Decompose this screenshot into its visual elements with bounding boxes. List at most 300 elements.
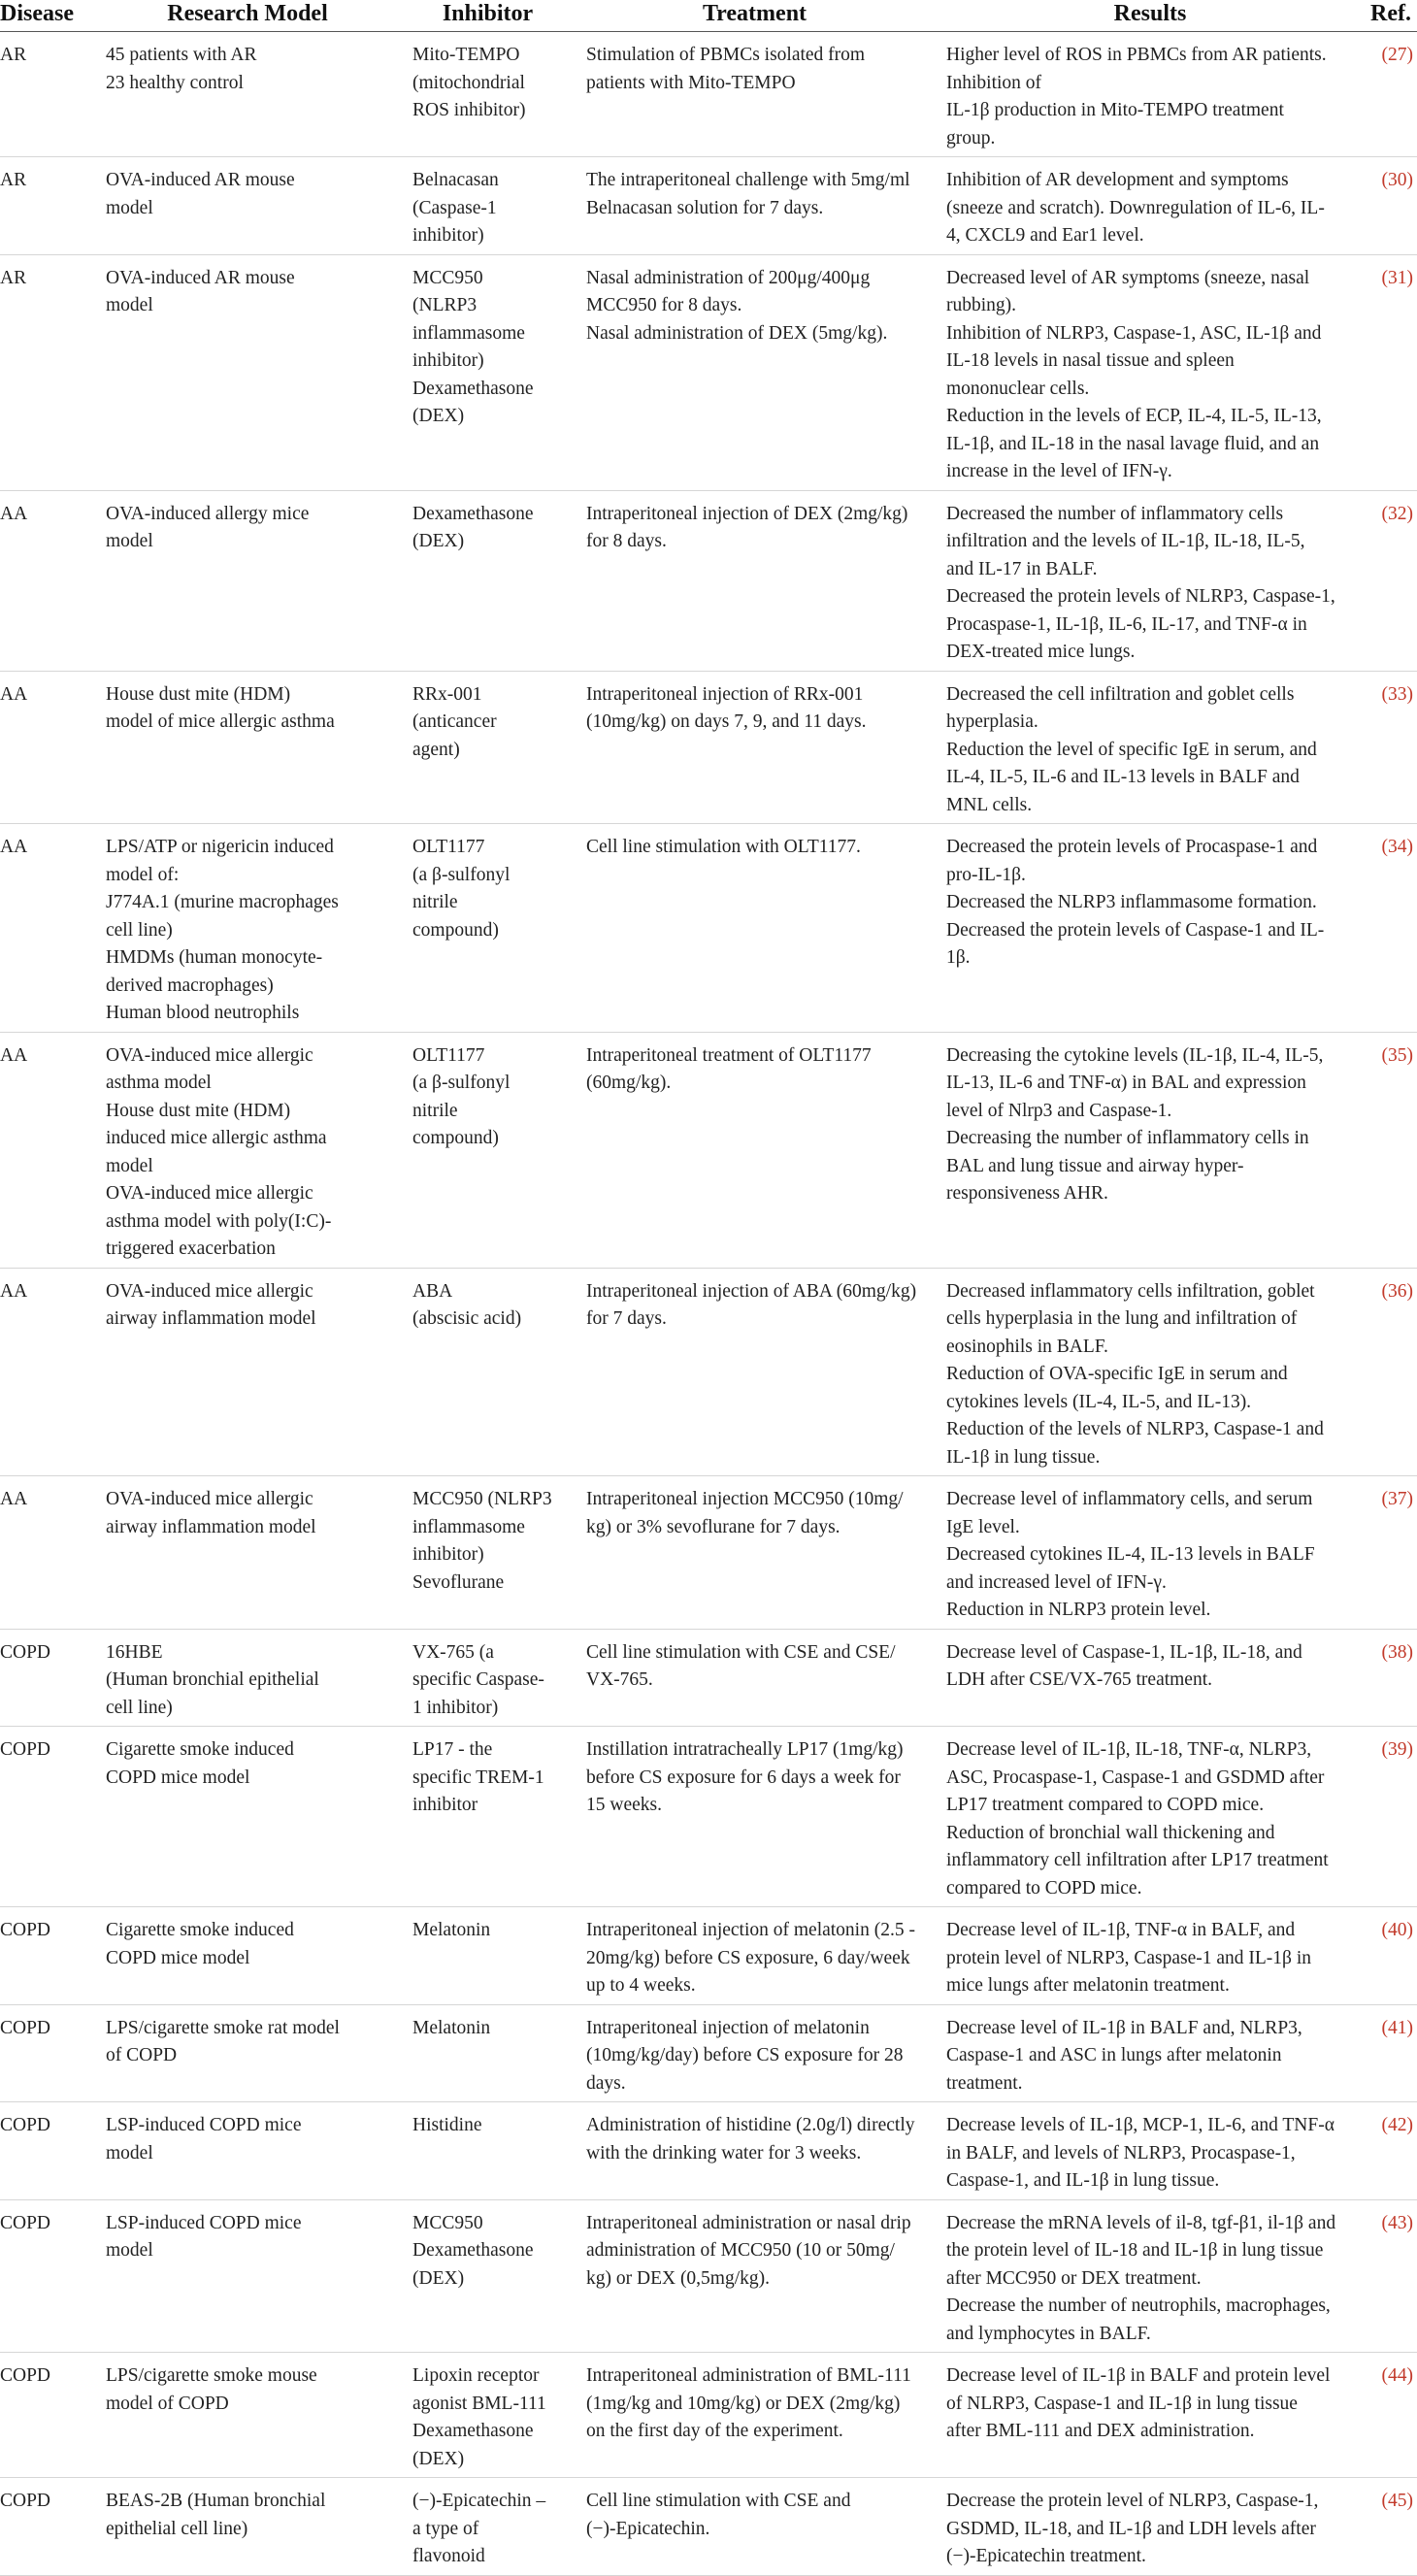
research-model-cell bbox=[94, 157, 401, 255]
treatment-line: before CS exposure for 6 days a week for bbox=[586, 1767, 901, 1788]
results-cell bbox=[935, 2199, 1366, 2353]
inhibitor-line: MCC950 bbox=[412, 2212, 483, 2233]
results-line: Caspase-1, and IL-1β in lung tissue. bbox=[946, 2170, 1220, 2191]
inhibitor-line: (Caspase-1 bbox=[412, 197, 497, 218]
reference-cell[interactable]: (44) bbox=[1366, 2353, 1417, 2478]
inhibitor-line: Belnacasan bbox=[412, 170, 499, 190]
results-cell bbox=[935, 32, 1366, 157]
inhibitor-line: compound) bbox=[412, 1128, 499, 1148]
research-model-line: model bbox=[106, 2142, 153, 2163]
treatment-line: Cell line stimulation with OLT1177. bbox=[586, 837, 861, 857]
research-model-line: House dust mite (HDM) bbox=[106, 683, 291, 705]
reference-cell[interactable]: (32) bbox=[1366, 490, 1417, 671]
treatment-cell bbox=[575, 2353, 935, 2478]
research-model-cell bbox=[94, 2199, 401, 2353]
results-line: GSDMD, IL-18, and IL-1β and LDH levels after bbox=[946, 2518, 1316, 2539]
results-line: IL-18 levels in nasal tissue and spleen bbox=[946, 350, 1235, 371]
results-cell bbox=[935, 490, 1366, 671]
results-cell bbox=[935, 2004, 1366, 2102]
inhibitor-line: (a β-sulfonyl bbox=[412, 1073, 511, 1093]
results-line: IL-1β in lung tissue. bbox=[946, 1446, 1101, 1468]
results-line: infiltration and the levels of IL-1β, IL-18, IL-5, bbox=[946, 531, 1305, 551]
research-model-line: Cigarette smoke induced bbox=[106, 1920, 294, 1940]
treatment-line: 15 weeks. bbox=[586, 1795, 662, 1815]
results-line: Higher level of ROS in PBMCs from AR patients. bbox=[946, 45, 1327, 65]
results-line: in BALF, and levels of NLRP3, Procaspase-1, bbox=[946, 2142, 1296, 2163]
results-line: protein level of NLRP3, Caspase-1 and IL-1β in bbox=[946, 1947, 1312, 1968]
research-model-cell bbox=[94, 2004, 401, 2102]
research-model-cell bbox=[94, 2353, 401, 2478]
table-row bbox=[0, 1476, 1417, 1630]
results-line: Decreased inflammatory cells infiltration, goblet bbox=[946, 1280, 1315, 1302]
inhibitor-line: Sevoflurane bbox=[412, 1571, 505, 1593]
treatment-cell bbox=[575, 32, 935, 157]
research-model-line: LPS/cigarette smoke mouse bbox=[106, 2365, 317, 2386]
treatment-line: for 8 days. bbox=[586, 531, 667, 551]
results-line: Inhibition of bbox=[946, 72, 1042, 93]
results-line: Decreasing the number of inflammatory cells in bbox=[946, 1128, 1309, 1148]
treatment-line: (60mg/kg). bbox=[586, 1073, 672, 1093]
table-row bbox=[0, 2004, 1417, 2102]
header-ref: Ref. bbox=[1366, 0, 1417, 32]
inhibitor-cell bbox=[401, 1268, 575, 1476]
inhibitor-cell bbox=[401, 2102, 575, 2200]
inhibitor-cell bbox=[401, 2199, 575, 2353]
research-model-line: HMDMs (human monocyte- bbox=[106, 947, 323, 968]
research-model-cell bbox=[94, 1629, 401, 1727]
results-line: LDH after CSE/VX-765 treatment. bbox=[946, 1669, 1213, 1690]
results-cell bbox=[935, 254, 1366, 490]
reference-cell[interactable]: (37) bbox=[1366, 1476, 1417, 1630]
treatment-cell bbox=[575, 1727, 935, 1907]
research-model-line: LSP-induced COPD mice bbox=[106, 2115, 302, 2135]
reference-cell[interactable]: (36) bbox=[1366, 1268, 1417, 1476]
treatment-line: (10mg/kg/day) before CS exposure for 28 days. bbox=[586, 2045, 904, 2094]
results-line: cells hyperplasia in the lung and infiltration of bbox=[946, 1308, 1298, 1329]
inhibitor-line: a type of bbox=[412, 2518, 479, 2539]
treatment-line: Cell line stimulation with CSE and bbox=[586, 2491, 851, 2511]
disease-cell: AA bbox=[0, 671, 94, 824]
treatment-line: Intraperitoneal administration or nasal drip bbox=[586, 2212, 911, 2233]
research-model-line: 16HBE bbox=[106, 1641, 163, 1663]
results-line: Decrease level of inflammatory cells, and serum bbox=[946, 1489, 1313, 1509]
reference-cell[interactable]: (41) bbox=[1366, 2004, 1417, 2102]
results-line: Reduction in NLRP3 protein level. bbox=[946, 1600, 1211, 1620]
inhibitor-cell bbox=[401, 254, 575, 490]
treatment-line: Intraperitoneal injection of RRx-001 bbox=[586, 683, 864, 705]
treatment-line: Intraperitoneal injection of melatonin (2.5 - bbox=[586, 1920, 915, 1940]
treatment-cell bbox=[575, 1268, 935, 1476]
research-model-line: model bbox=[106, 295, 153, 315]
header-inhibitor: Inhibitor bbox=[401, 0, 575, 32]
treatment-line: up to 4 weeks. bbox=[586, 1975, 696, 1996]
inhibitor-cell bbox=[401, 32, 575, 157]
disease-cell: COPD bbox=[0, 2353, 94, 2478]
treatment-cell bbox=[575, 2004, 935, 2102]
research-model-line: OVA-induced AR mouse bbox=[106, 170, 295, 190]
treatment-cell bbox=[575, 671, 935, 824]
results-line: (sneeze and scratch). Downregulation of IL-6, IL- bbox=[946, 197, 1325, 218]
treatment-line: The intraperitoneal challenge with 5mg/ml bbox=[586, 170, 910, 190]
treatment-cell bbox=[575, 1476, 935, 1630]
treatment-line: (1mg/kg and 10mg/kg) or DEX (2mg/kg) bbox=[586, 2393, 901, 2414]
reference-cell[interactable]: (30) bbox=[1366, 157, 1417, 255]
treatment-cell bbox=[575, 824, 935, 1033]
header-results: Results bbox=[935, 0, 1366, 32]
results-line: Reduction of bronchial wall thickening and bbox=[946, 1822, 1275, 1843]
reference-cell[interactable]: (39) bbox=[1366, 1727, 1417, 1907]
results-line: Decrease the number of neutrophils, macrophages, bbox=[946, 2295, 1331, 2316]
results-line: mononuclear cells. bbox=[946, 378, 1090, 399]
research-model-line: asthma model bbox=[106, 1073, 212, 1093]
results-line: and lymphocytes in BALF. bbox=[946, 2323, 1151, 2344]
inhibitor-line: nitrile bbox=[412, 892, 458, 912]
inhibitor-line: (DEX) bbox=[412, 531, 465, 551]
inhibitor-line: compound) bbox=[412, 919, 499, 941]
treatment-cell bbox=[575, 1032, 935, 1268]
inhibitor-line: VX-765 (a bbox=[412, 1641, 494, 1663]
reference-cell[interactable]: (27) bbox=[1366, 32, 1417, 157]
results-cell bbox=[935, 157, 1366, 255]
research-model-line: model bbox=[106, 2240, 153, 2261]
inhibitor-line: (anticancer bbox=[412, 711, 497, 732]
research-model-line: induced mice allergic asthma bbox=[106, 1128, 327, 1148]
disease-cell: COPD bbox=[0, 1727, 94, 1907]
research-model-line: Human blood neutrophils bbox=[106, 1003, 300, 1023]
inhibitor-line: Dexamethasone bbox=[412, 378, 534, 399]
research-model-line: OVA-induced allergy mice bbox=[106, 503, 310, 524]
results-cell bbox=[935, 1032, 1366, 1268]
inhibitor-line: RRx-001 bbox=[412, 683, 482, 705]
research-model-cell bbox=[94, 1268, 401, 1476]
reference-cell[interactable]: (45) bbox=[1366, 2478, 1417, 2576]
inhibitor-line: Histidine bbox=[412, 2115, 482, 2135]
results-line: Procaspase-1, IL-1β, IL-6, IL-17, and TNF-α in bbox=[946, 613, 1307, 635]
inhibitor-line: OLT1177 bbox=[412, 1044, 485, 1066]
research-model-line: Cigarette smoke induced bbox=[106, 1739, 294, 1760]
results-cell bbox=[935, 2353, 1366, 2478]
results-line: 1β. bbox=[946, 947, 971, 968]
results-line: mice lungs after melatonin treatment. bbox=[946, 1975, 1230, 1996]
disease-cell: COPD bbox=[0, 1907, 94, 2005]
inhibitor-line: (−)-Epicatechin – bbox=[412, 2491, 546, 2511]
treatment-line: Intraperitoneal administration of BML-111 bbox=[586, 2365, 911, 2386]
results-cell bbox=[935, 1268, 1366, 1476]
research-model-line: COPD mice model bbox=[106, 1767, 250, 1788]
header-treatment: Treatment bbox=[575, 0, 935, 32]
results-line: Decrease level of Caspase-1, IL-1β, IL-18, and bbox=[946, 1641, 1302, 1663]
treatment-line: (10mg/kg) on days 7, 9, and 11 days. bbox=[586, 711, 867, 732]
research-model-cell bbox=[94, 671, 401, 824]
treatment-line: Cell line stimulation with CSE and CSE/ bbox=[586, 1641, 896, 1663]
inhibitor-line: (a β-sulfonyl bbox=[412, 864, 511, 885]
results-line: Decrease level of IL-1β, IL-18, TNF-α, NLRP3, bbox=[946, 1739, 1312, 1760]
results-line: the protein level of IL-18 and IL-1β in lung tissue bbox=[946, 2240, 1324, 2261]
disease-cell: AR bbox=[0, 157, 94, 255]
inhibitor-cell bbox=[401, 1476, 575, 1630]
disease-cell: AR bbox=[0, 32, 94, 157]
treatment-line: for 7 days. bbox=[586, 1308, 667, 1329]
inhibitor-cell bbox=[401, 490, 575, 671]
research-model-cell bbox=[94, 2478, 401, 2576]
research-model-line: cell line) bbox=[106, 919, 173, 941]
research-model-cell bbox=[94, 32, 401, 157]
inhibitor-line: Melatonin bbox=[412, 2017, 491, 2038]
disease-cell: COPD bbox=[0, 1629, 94, 1727]
results-line: Inhibition of NLRP3, Caspase-1, ASC, IL-1β and bbox=[946, 322, 1322, 344]
treatment-cell bbox=[575, 2199, 935, 2353]
research-model-line: model of mice allergic asthma bbox=[106, 711, 335, 732]
research-model-line: OVA-induced mice allergic bbox=[106, 1183, 313, 1204]
research-model-line: of COPD bbox=[106, 2045, 178, 2065]
research-model-cell bbox=[94, 254, 401, 490]
results-line: IL-4, IL-5, IL-6 and IL-13 levels in BALF and bbox=[946, 767, 1300, 787]
research-model-line: LPS/cigarette smoke rat model bbox=[106, 2017, 340, 2038]
inhibitor-line: specific Caspase- bbox=[412, 1669, 544, 1690]
header-disease: Disease bbox=[0, 0, 94, 32]
results-cell bbox=[935, 1907, 1366, 2005]
results-line: and IL-17 in BALF. bbox=[946, 558, 1098, 579]
results-line: after BML-111 and DEX administration. bbox=[946, 2421, 1255, 2441]
inhibitor-line: inhibitor) bbox=[412, 350, 484, 371]
results-line: IL-1β production in Mito-TEMPO treatment bbox=[946, 100, 1284, 120]
inhibitor-line: MCC950 bbox=[412, 267, 483, 288]
research-model-line: LPS/ATP or nigericin induced bbox=[106, 837, 334, 857]
research-model-line: (Human bronchial epithelial bbox=[106, 1669, 319, 1690]
treatment-cell bbox=[575, 254, 935, 490]
inhibitor-line: Lipoxin receptor bbox=[412, 2365, 540, 2386]
research-model-line: asthma model with poly(I:C)- bbox=[106, 1210, 332, 1232]
results-line: Decreased the number of inflammatory cells bbox=[946, 503, 1284, 524]
research-model-line: OVA-induced mice allergic bbox=[106, 1489, 313, 1509]
disease-cell: AA bbox=[0, 824, 94, 1033]
inhibitor-line: (mitochondrial bbox=[412, 72, 525, 93]
research-model-line: OVA-induced mice allergic bbox=[106, 1280, 313, 1302]
research-model-line: triggered exacerbation bbox=[106, 1238, 276, 1259]
results-line: inflammatory cell infiltration after LP17 treatment bbox=[946, 1850, 1329, 1870]
inhibitor-cell bbox=[401, 157, 575, 255]
inhibitor-cell bbox=[401, 1032, 575, 1268]
results-line: Decrease level of IL-1β in BALF and protein level bbox=[946, 2365, 1331, 2386]
treatment-line: kg) or 3% sevoflurane for 7 days. bbox=[586, 1516, 840, 1537]
results-line: responsiveness AHR. bbox=[946, 1183, 1108, 1204]
results-line: Decrease level of IL-1β, TNF-α in BALF, and bbox=[946, 1920, 1296, 1940]
research-model-line: epithelial cell line) bbox=[106, 2518, 248, 2539]
results-line: ASC, Procaspase-1, Caspase-1 and GSDMD after bbox=[946, 1767, 1325, 1788]
research-model-line: OVA-induced AR mouse bbox=[106, 267, 295, 288]
disease-cell: AA bbox=[0, 1476, 94, 1630]
research-model-line: LSP-induced COPD mice bbox=[106, 2212, 302, 2233]
inhibitor-line: LP17 - the bbox=[412, 1739, 493, 1760]
disease-cell: COPD bbox=[0, 2199, 94, 2353]
results-line: of NLRP3, Caspase-1 and IL-1β in lung tissue bbox=[946, 2393, 1298, 2414]
inhibitor-line: Melatonin bbox=[412, 1920, 491, 1940]
inhibitor-line: Mito-TEMPO bbox=[412, 45, 520, 65]
treatment-line: with the drinking water for 3 weeks. bbox=[586, 2142, 862, 2163]
inhibitor-cell bbox=[401, 2353, 575, 2478]
results-line: IL-13, IL-6 and TNF-α) in BAL and expression bbox=[946, 1073, 1306, 1093]
inhibitor-cell bbox=[401, 1907, 575, 2005]
treatment-line: Belnacasan solution for 7 days. bbox=[586, 197, 824, 218]
results-line: Decrease the mRNA levels of il-8, tgf-β1, il-1β and bbox=[946, 2212, 1336, 2233]
treatment-line: patients with Mito-TEMPO bbox=[586, 72, 796, 93]
research-model-line: airway inflammation model bbox=[106, 1516, 316, 1537]
table-row bbox=[0, 1629, 1417, 1727]
inhibitor-line: (DEX) bbox=[412, 406, 465, 426]
results-cell bbox=[935, 2102, 1366, 2200]
reference-cell[interactable]: (42) bbox=[1366, 2102, 1417, 2200]
inhibitor-line: OLT1177 bbox=[412, 837, 485, 857]
disease-cell: AA bbox=[0, 490, 94, 671]
research-model-line: model bbox=[106, 197, 153, 218]
results-line: Decrease the protein level of NLRP3, Caspase-1, bbox=[946, 2491, 1319, 2511]
disease-cell: COPD bbox=[0, 2004, 94, 2102]
results-line: group. bbox=[946, 127, 996, 149]
treatment-line: Intraperitoneal injection of ABA (60mg/kg) bbox=[586, 1280, 917, 1302]
research-model-line: model of: bbox=[106, 864, 180, 885]
results-line: treatment. bbox=[946, 2072, 1023, 2094]
table-row bbox=[0, 1268, 1417, 1476]
treatment-line: Intraperitoneal injection of DEX (2mg/kg) bbox=[586, 503, 908, 524]
research-model-line: OVA-induced mice allergic bbox=[106, 1044, 313, 1066]
table-row bbox=[0, 2478, 1417, 2576]
results-line: Decreased the protein levels of Caspase-1 and IL- bbox=[946, 919, 1325, 941]
disease-cell: AR bbox=[0, 254, 94, 490]
results-line: Decreased the protein levels of NLRP3, Caspase-1, bbox=[946, 586, 1335, 607]
results-line: level of Nlrp3 and Caspase-1. bbox=[946, 1100, 1172, 1121]
research-model-line: BEAS-2B (Human bronchial bbox=[106, 2491, 326, 2511]
research-model-line: House dust mite (HDM) bbox=[106, 1100, 291, 1121]
results-line: Decreased the protein levels of Procaspase-1 and bbox=[946, 837, 1318, 857]
results-cell bbox=[935, 671, 1366, 824]
treatment-cell bbox=[575, 2478, 935, 2576]
research-model-cell bbox=[94, 1907, 401, 2005]
research-model-cell bbox=[94, 824, 401, 1033]
research-model-line: 23 healthy control bbox=[106, 72, 244, 93]
results-line: after MCC950 or DEX treatment. bbox=[946, 2267, 1202, 2289]
inhibitor-line: Dexamethasone bbox=[412, 2240, 534, 2261]
inhibitor-line: inhibitor) bbox=[412, 225, 484, 246]
research-model-cell bbox=[94, 1032, 401, 1268]
treatment-line: VX-765. bbox=[586, 1669, 653, 1690]
table-row bbox=[0, 1727, 1417, 1907]
inhibitor-cell bbox=[401, 671, 575, 824]
reference-cell[interactable]: (43) bbox=[1366, 2199, 1417, 2353]
disease-cell: AA bbox=[0, 1268, 94, 1476]
results-line: rubbing). bbox=[946, 295, 1017, 315]
results-line: (−)-Epicatechin treatment. bbox=[946, 2546, 1146, 2566]
inhibitor-line: 1 inhibitor) bbox=[412, 1697, 499, 1718]
inhibitor-line: (abscisic acid) bbox=[412, 1308, 522, 1329]
reference-cell[interactable]: (33) bbox=[1366, 671, 1417, 824]
inhibitor-line: inflammasome bbox=[412, 322, 525, 344]
inhibitor-line: inflammasome bbox=[412, 1516, 525, 1537]
disease-cell: AA bbox=[0, 1032, 94, 1268]
treatment-line: (−)-Epicatechin. bbox=[586, 2518, 710, 2539]
research-model-line: airway inflammation model bbox=[106, 1308, 316, 1329]
treatment-line: 20mg/kg) before CS exposure, 6 day/week bbox=[586, 1947, 910, 1968]
results-line: Inhibition of AR development and symptoms bbox=[946, 170, 1289, 190]
treatment-line: Instillation intratracheally LP17 (1mg/kg) bbox=[586, 1739, 904, 1760]
research-model-line: derived macrophages) bbox=[106, 974, 274, 996]
table-body bbox=[0, 32, 1417, 2576]
results-line: LP17 treatment compared to COPD mice. bbox=[946, 1795, 1265, 1815]
results-line: Caspase-1 and ASC in lungs after melatonin bbox=[946, 2045, 1282, 2065]
results-line: IgE level. bbox=[946, 1516, 1020, 1537]
inhibitor-cell bbox=[401, 1629, 575, 1727]
results-line: DEX-treated mice lungs. bbox=[946, 642, 1136, 662]
results-line: eosinophils in BALF. bbox=[946, 1336, 1108, 1357]
results-line: and increased level of IFN-γ. bbox=[946, 1571, 1167, 1593]
research-model-cell bbox=[94, 1476, 401, 1630]
inhibitor-line: inhibitor) bbox=[412, 1544, 484, 1565]
treatment-line: on the first day of the experiment. bbox=[586, 2421, 843, 2441]
treatment-cell bbox=[575, 2102, 935, 2200]
inhibitor-line: ROS inhibitor) bbox=[412, 100, 526, 120]
reference-cell[interactable]: (35) bbox=[1366, 1032, 1417, 1268]
reference-cell[interactable]: (38) bbox=[1366, 1629, 1417, 1727]
inhibitor-line: agent) bbox=[412, 739, 460, 760]
table-row bbox=[0, 2102, 1417, 2200]
results-line: Decreased cytokines IL-4, IL-13 levels in BALF bbox=[946, 1544, 1315, 1565]
research-model-line: model of COPD bbox=[106, 2393, 229, 2414]
research-model-line: cell line) bbox=[106, 1697, 173, 1718]
table-row bbox=[0, 2353, 1417, 2478]
results-line: Reduction of the levels of NLRP3, Caspase-1 and bbox=[946, 1419, 1324, 1439]
table-row bbox=[0, 671, 1417, 824]
treatment-line: Stimulation of PBMCs isolated from bbox=[586, 45, 866, 65]
research-model-line: J774A.1 (murine macrophages bbox=[106, 892, 339, 912]
inhibitor-line: (NLRP3 bbox=[412, 295, 478, 315]
results-line: IL-1β, and IL-18 in the nasal lavage fluid, and an bbox=[946, 433, 1320, 454]
inhibitor-line: ABA bbox=[412, 1280, 453, 1302]
inhibitor-line: nitrile bbox=[412, 1100, 458, 1121]
results-line: MNL cells. bbox=[946, 794, 1033, 815]
results-cell bbox=[935, 1727, 1366, 1907]
inhibitor-line: MCC950 (NLRP3 bbox=[412, 1489, 552, 1509]
results-line: Decrease levels of IL-1β, MCP-1, IL-6, and TNF-α bbox=[946, 2115, 1335, 2135]
treatment-cell bbox=[575, 1907, 935, 2005]
results-line: Decreased level of AR symptoms (sneeze, nasal bbox=[946, 267, 1310, 288]
inhibitor-line: Dexamethasone bbox=[412, 2421, 534, 2441]
reference-cell[interactable]: (34) bbox=[1366, 824, 1417, 1033]
disease-cell: COPD bbox=[0, 2102, 94, 2200]
results-line: Reduction of OVA-specific IgE in serum and bbox=[946, 1364, 1288, 1384]
inhibitor-cell bbox=[401, 824, 575, 1033]
header-research-model: Research Model bbox=[94, 0, 401, 32]
research-model-line: model bbox=[106, 531, 153, 551]
reference-cell[interactable]: (40) bbox=[1366, 1907, 1417, 2005]
table-row bbox=[0, 254, 1417, 490]
results-line: BAL and lung tissue and airway hyper- bbox=[946, 1155, 1244, 1176]
reference-cell[interactable]: (31) bbox=[1366, 254, 1417, 490]
treatment-cell bbox=[575, 1629, 935, 1727]
treatment-line: kg) or DEX (0,5mg/kg). bbox=[586, 2267, 771, 2289]
results-line: cytokines levels (IL-4, IL-5, and IL-13). bbox=[946, 1391, 1252, 1412]
treatment-line: Nasal administration of 200μg/400μg bbox=[586, 267, 871, 288]
table-row bbox=[0, 32, 1417, 157]
inhibitor-cell bbox=[401, 2478, 575, 2576]
inhibitor-line: (DEX) bbox=[412, 2448, 465, 2469]
results-line: compared to COPD mice. bbox=[946, 1877, 1142, 1899]
table-row bbox=[0, 2199, 1417, 2353]
treatment-line: Intraperitoneal injection of melatonin bbox=[586, 2017, 870, 2038]
results-cell bbox=[935, 2478, 1366, 2576]
inhibitor-cell bbox=[401, 2004, 575, 2102]
inhibitor-line: Dexamethasone bbox=[412, 503, 534, 524]
inhibitor-line: specific TREM-1 bbox=[412, 1767, 544, 1788]
results-line: Decreasing the cytokine levels (IL-1β, IL-4, IL-5, bbox=[946, 1044, 1324, 1066]
